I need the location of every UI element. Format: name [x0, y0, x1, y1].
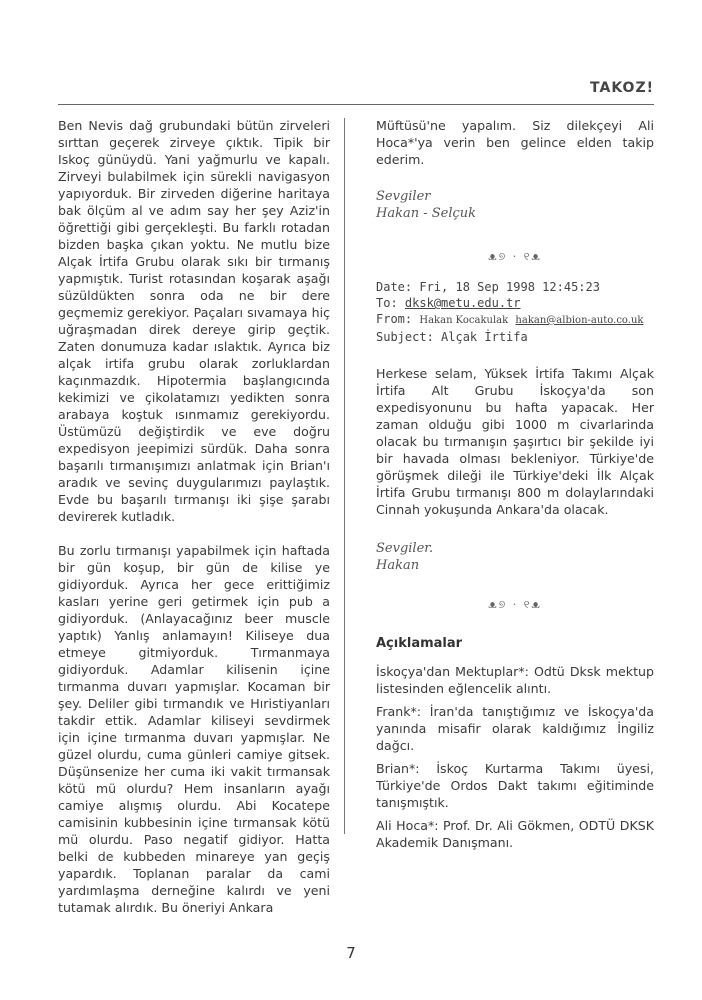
signoff-name-1: Hakan - Selçuk	[376, 206, 477, 221]
story-paragraph-1: Ben Nevis dağ grubundaki bütün zirveleri sırttan geçerek zirveye çıktık. Tipik bir Iskoç günüydü. Yani yağmurlu ve kapalı. Zirveyi bulabilmek için sürekli navigasyon yapıyorduk. Bir zirveden diğerine haritaya bak ölçüm al ve adım say her şey Aziz'in öğrettiği gibi gerçekleşti. Bu farklı rotadan bizden başka çıkan yoktu. Ne mutlu bize Alçak İrtifa Grubu olarak sıkı bir tırmanış yapmıştık. Turist rotasından koşarak aşağı süzüldükten sonra oda ne bir dere geçmemiz gerekiyor. Paçaları sıvamaya hiç uğraşmadan direk dereye girip geçtik. Zaten donumuza kadar ıslaktık. Ayrıca biz alçak irtifa grubu olarak zorluklardan kaçınmazdık. Hipotermia başlangıcında kekimizi ve çikolatamızı yedikten sonra arabaya koştuk ısınmamız gerekiyordu. Üstümüzü değiştirdik ve eve doğru expedisyon jeepimizi sürdük. Daha sonra başarılı tırmanışımızı anlatmak için Brian'ı aradık ve sevinç duygularımızı paylaştık. Evde bu başarılı tırmanışı iki şişe şarabı devirerek kutladık.	[58, 118, 330, 524]
section-ornament-2: ᴥ୭ · ୧ᴥ	[488, 598, 542, 611]
email-from-label: From:	[376, 312, 413, 326]
running-title: TAKOZ!	[590, 80, 654, 96]
email-to-label: To:	[376, 296, 398, 310]
signoff-name-2: Hakan	[376, 558, 420, 573]
note-item: Ali Hoca*: Prof. Dr. Ali Gökmen, ODTÜ DKSK Akademik Danışmanı.	[376, 818, 654, 850]
note-item: İskoçya'dan Mektuplar*: Odtü Dksk mektup listesinden eğlencelik alıntı.	[376, 664, 654, 696]
email-from	[376, 311, 654, 329]
header-rule	[58, 104, 654, 105]
email-from-name: Hakan Kocakulak	[419, 315, 509, 326]
left-column	[58, 117, 330, 916]
email-header	[376, 279, 654, 345]
email-subject: Subject: Alçak İrtifa	[376, 330, 528, 344]
note-item: Brian*: İskoç Kurtarma Takımı üyesi, Türkiye'de Ordos Dakt takımı eğitiminde tanışmıştık.	[376, 761, 654, 810]
story-paragraph-2: Bu zorlu tırmanışı yapabilmek için haftada bir gün koşup, bir gün de kilise ye gidiyorduk. Ayrıca her gece erittiğimiz kasları yerine geri getirmek için pub a gidiyorduk. (Anlayacağınız beer muscle yaptık) Yanlış anlamayın! Kiliseye dua etmeye gitmiyorduk. Tırmanmaya gidiyorduk. Adamlar kilisenin içine tırmanma duvarı yapmışlar. Kocaman bir şey. Deliler gibi tırmandık ve Hıristiyanları takdir ettik. Adamlar kiliseyi sevdirmek için içine tırmanma duvarı yapmışlar. Ne güzel olurdu, cuma günleri camiye gitsek. Düşünsenize her cuma iki vakit tırmansak kötü mü olurdu? Hem insanların ayağı camiye alışmış olurdu. Abi Kocatepe camisinin kubbesinin içine tırmansak kötü mü olurdu. Paso negatif gidiyor. Hatta belki de kubbeden minareye yan geçiş yapardık. Toplanan paralar da cami yardımlaşma derneğine kalırdı ve yeni tutamak alırdık. Bu öneriyi Ankara	[58, 543, 330, 915]
email-date: Date: Fri, 18 Sep 1998 12:45:23	[376, 280, 600, 294]
notes-title: Açıklamalar	[376, 636, 463, 651]
note-item: Frank*: İran'da tanıştığımız ve İskoçya'da yanında misafir olarak kaldığımız İngiliz dağcı.	[376, 704, 654, 753]
column-divider	[344, 118, 345, 834]
email-message: Herkese selam, Yüksek İrtifa Takımı Alçak İrtifa Alt Grubu İskoçya'da son expedisyonunu bu hafta yapacak. Her zaman olduğu gibi 1000 m civarlarinda olacak bu tırmanışın şaşırtıcı bir şekilde iyi bir havada olması bekleniyor. Türkiye'de görüşmek dileği ile Türkiye'deki İlk Alçak İrtifa Grubu tırmanışı 800 m dolaylarındaki Cinnah yokuşunda Ankara'da olacak.	[376, 366, 654, 517]
page-number: 7	[346, 944, 356, 962]
email-to	[376, 295, 654, 311]
signoff-greeting-2: Sevgiler.	[376, 541, 434, 556]
email-from-address[interactable]: hakan@albion-auto.co.uk	[515, 315, 644, 326]
story-continuation: Müftüsü'ne yapalım. Siz dilekçeyi Ali Hoca*'ya verin ben gelince elden takip ederim.	[376, 118, 654, 167]
section-ornament-1: ᴥ୭ · ୧ᴥ	[488, 250, 542, 263]
right-column	[376, 117, 654, 851]
email-to-address[interactable]: dksk@metu.edu.tr	[404, 296, 521, 310]
signoff-greeting-1: Sevgiler	[376, 189, 431, 204]
